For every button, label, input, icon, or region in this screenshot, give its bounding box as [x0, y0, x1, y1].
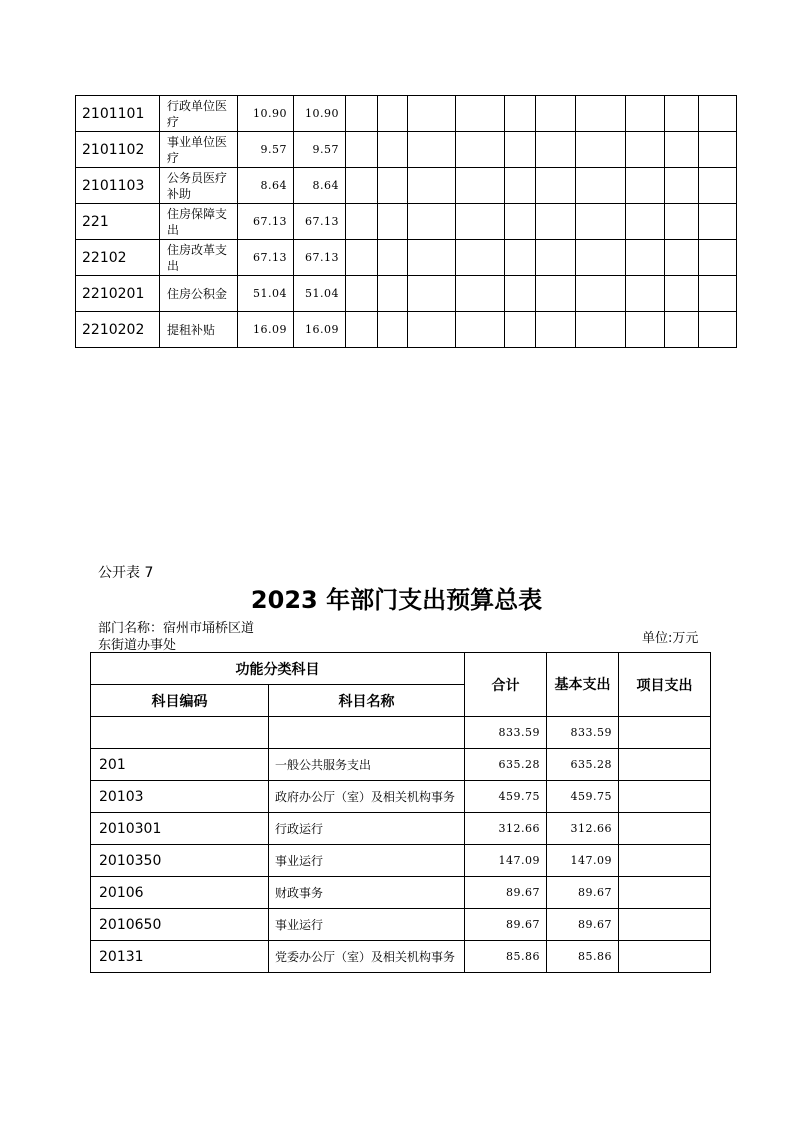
row-name: 公务员医疗补助 — [160, 168, 238, 204]
empty-cell — [505, 132, 536, 168]
table-row — [91, 717, 711, 749]
row-project — [619, 781, 711, 813]
empty-cell — [505, 204, 536, 240]
table-row — [91, 877, 711, 909]
table-row — [91, 941, 711, 973]
row-basic: 459.75 — [547, 781, 619, 813]
empty-cell — [378, 240, 408, 276]
empty-cell — [378, 168, 408, 204]
empty-cell — [346, 276, 378, 312]
empty-cell — [576, 240, 626, 276]
row-code: 2210201 — [76, 276, 160, 312]
row-project — [619, 813, 711, 845]
empty-cell — [576, 204, 626, 240]
empty-cell — [536, 276, 576, 312]
empty-cell — [626, 312, 665, 348]
empty-cell — [505, 276, 536, 312]
header-name: 科目名称 — [269, 685, 465, 717]
row-project — [619, 845, 711, 877]
row-basic: 8.64 — [294, 168, 346, 204]
empty-cell — [699, 276, 737, 312]
row-code: 2010650 — [91, 909, 269, 941]
unit-label: 单位:万元 — [642, 631, 699, 646]
row-code: 20131 — [91, 941, 269, 973]
empty-cell — [699, 312, 737, 348]
row-total: 85.86 — [465, 941, 547, 973]
empty-cell — [456, 132, 505, 168]
row-total: 635.28 — [465, 749, 547, 781]
empty-cell — [408, 204, 456, 240]
row-name: 提租补贴 — [160, 312, 238, 348]
empty-cell — [505, 96, 536, 132]
empty-cell — [346, 168, 378, 204]
empty-cell — [536, 312, 576, 348]
row-total: 89.67 — [465, 909, 547, 941]
empty-cell — [699, 168, 737, 204]
row-basic: 67.13 — [294, 204, 346, 240]
row-code: 221 — [76, 204, 160, 240]
row-basic: 833.59 — [547, 717, 619, 749]
row-basic: 16.09 — [294, 312, 346, 348]
empty-cell — [408, 132, 456, 168]
row-project — [619, 941, 711, 973]
empty-cell — [378, 312, 408, 348]
row-name: 事业单位医疗 — [160, 132, 238, 168]
empty-cell — [576, 132, 626, 168]
table-row — [91, 845, 711, 877]
row-project — [619, 717, 711, 749]
department-name-line1: 部门名称：宿州市埇桥区道 — [98, 621, 255, 636]
empty-cell — [665, 276, 699, 312]
empty-cell — [456, 168, 505, 204]
empty-cell — [699, 96, 737, 132]
table-row — [76, 132, 737, 168]
empty-cell — [408, 276, 456, 312]
table-row — [91, 909, 711, 941]
table-number: 公开表 7 — [98, 565, 154, 581]
empty-cell — [665, 168, 699, 204]
table-row — [91, 781, 711, 813]
header-project: 项目支出 — [619, 653, 711, 717]
row-project — [619, 877, 711, 909]
empty-cell — [536, 132, 576, 168]
row-basic: 67.13 — [294, 240, 346, 276]
table-row — [76, 204, 737, 240]
row-code: 2101101 — [76, 96, 160, 132]
row-total: 16.09 — [238, 312, 294, 348]
empty-cell — [665, 204, 699, 240]
row-total: 147.09 — [465, 845, 547, 877]
row-basic: 312.66 — [547, 813, 619, 845]
empty-cell — [408, 96, 456, 132]
row-code: 2210202 — [76, 312, 160, 348]
empty-cell — [505, 240, 536, 276]
header-function-category: 功能分类科目 — [91, 653, 465, 685]
empty-cell — [505, 168, 536, 204]
table-row — [91, 749, 711, 781]
row-name: 一般公共服务支出 — [269, 749, 465, 781]
empty-cell — [456, 204, 505, 240]
page-title: 2023 年部门支出预算总表 — [250, 586, 543, 614]
empty-cell — [626, 168, 665, 204]
empty-cell — [626, 240, 665, 276]
empty-cell — [346, 204, 378, 240]
empty-cell — [626, 132, 665, 168]
empty-cell — [626, 204, 665, 240]
row-total: 459.75 — [465, 781, 547, 813]
row-code: 2010350 — [91, 845, 269, 877]
empty-cell — [536, 204, 576, 240]
row-total: 67.13 — [238, 204, 294, 240]
empty-cell — [346, 240, 378, 276]
empty-cell — [665, 96, 699, 132]
empty-cell — [408, 168, 456, 204]
row-total: 89.67 — [465, 877, 547, 909]
row-total: 312.66 — [465, 813, 547, 845]
row-total: 10.90 — [238, 96, 294, 132]
empty-cell — [456, 240, 505, 276]
row-total: 8.64 — [238, 168, 294, 204]
empty-cell — [505, 312, 536, 348]
row-total: 51.04 — [238, 276, 294, 312]
empty-cell — [626, 276, 665, 312]
empty-cell — [536, 96, 576, 132]
empty-cell — [346, 312, 378, 348]
row-name: 党委办公厅（室）及相关机构事务 — [269, 941, 465, 973]
table-row — [76, 240, 737, 276]
empty-cell — [346, 132, 378, 168]
row-name: 住房公积金 — [160, 276, 238, 312]
empty-cell — [536, 240, 576, 276]
row-name: 行政运行 — [269, 813, 465, 845]
row-code: 20106 — [91, 877, 269, 909]
row-basic: 635.28 — [547, 749, 619, 781]
row-name: 事业运行 — [269, 845, 465, 877]
empty-cell — [536, 168, 576, 204]
expenditure-budget-table — [90, 652, 711, 973]
row-basic: 85.86 — [547, 941, 619, 973]
empty-cell — [378, 276, 408, 312]
row-name: 财政事务 — [269, 877, 465, 909]
row-basic: 9.57 — [294, 132, 346, 168]
row-total: 67.13 — [238, 240, 294, 276]
table-row — [76, 276, 737, 312]
header-code: 科目编码 — [91, 685, 269, 717]
empty-cell — [456, 276, 505, 312]
row-code: 20103 — [91, 781, 269, 813]
empty-cell — [576, 96, 626, 132]
empty-cell — [346, 96, 378, 132]
empty-cell — [576, 312, 626, 348]
row-basic: 89.67 — [547, 909, 619, 941]
row-project — [619, 749, 711, 781]
row-basic: 89.67 — [547, 877, 619, 909]
table-row — [76, 168, 737, 204]
header-total: 合计 — [465, 653, 547, 717]
empty-cell — [576, 168, 626, 204]
row-code: 22102 — [76, 240, 160, 276]
empty-cell — [576, 276, 626, 312]
top-budget-table — [75, 95, 737, 348]
row-total: 833.59 — [465, 717, 547, 749]
empty-cell — [408, 240, 456, 276]
header-basic: 基本支出 — [547, 653, 619, 717]
empty-cell — [699, 132, 737, 168]
row-name: 政府办公厅（室）及相关机构事务 — [269, 781, 465, 813]
row-name: 住房保障支出 — [160, 204, 238, 240]
empty-cell — [378, 132, 408, 168]
row-name: 事业运行 — [269, 909, 465, 941]
department-name-line2: 东街道办事处 — [98, 638, 177, 653]
row-basic: 147.09 — [547, 845, 619, 877]
row-basic: 10.90 — [294, 96, 346, 132]
row-code: 2010301 — [91, 813, 269, 845]
row-code: 2101103 — [76, 168, 160, 204]
empty-cell — [699, 204, 737, 240]
table-row — [76, 312, 737, 348]
empty-cell — [378, 204, 408, 240]
empty-cell — [665, 312, 699, 348]
row-name — [269, 717, 465, 749]
empty-cell — [626, 96, 665, 132]
empty-cell — [408, 312, 456, 348]
row-name: 行政单位医疗 — [160, 96, 238, 132]
empty-cell — [378, 96, 408, 132]
empty-cell — [665, 240, 699, 276]
empty-cell — [665, 132, 699, 168]
row-project — [619, 909, 711, 941]
row-basic: 51.04 — [294, 276, 346, 312]
row-code — [91, 717, 269, 749]
row-name: 住房改革支出 — [160, 240, 238, 276]
empty-cell — [456, 312, 505, 348]
table-row — [76, 96, 737, 132]
row-total: 9.57 — [238, 132, 294, 168]
table-row — [91, 813, 711, 845]
empty-cell — [699, 240, 737, 276]
row-code: 2101102 — [76, 132, 160, 168]
row-code: 201 — [91, 749, 269, 781]
empty-cell — [456, 96, 505, 132]
